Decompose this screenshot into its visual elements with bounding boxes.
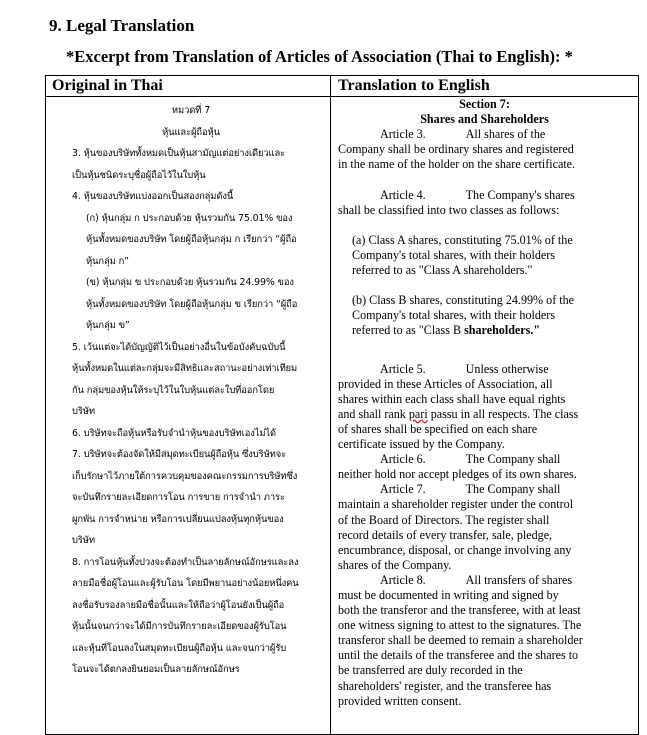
article-4b-line: Company's total shares, with their holders <box>352 308 556 323</box>
thai-line: บริษัท <box>72 535 95 546</box>
thai-line: 3. หุ้นของบริษัททั้งหมดเป็นหุ้นสามัญแต่อย่างเดียวและ <box>72 148 286 159</box>
article-4a-line: Company's total shares, with their holders <box>352 247 556 262</box>
article-8-heading: Article 8. All transfers of shares <box>380 572 573 587</box>
thai-line: หมวดที่ 7 <box>171 105 211 116</box>
thai-line: หุ้นกลุ่ม ก” <box>86 255 129 267</box>
section-title: Shares and Shareholders <box>420 112 549 127</box>
thai-line: เป็นหุ้นชนิดระบุชื่อผู้ถือไว้ในใบหุ้น <box>72 169 206 181</box>
article-5-line: certificate issued by the Company. <box>338 437 505 452</box>
article-8-line: both the transferor and the transferee, with at least <box>338 603 581 618</box>
article-8-line: must be documented in writing and signed by <box>338 588 559 602</box>
thai-line: (ข) หุ้นกลุ่ม ข ประกอบด้วย หุ้นรวมกัน 24.99% ของ <box>86 277 294 288</box>
article-7-line: shares of the Company. <box>338 557 452 572</box>
article-6-line: neither hold nor accept pledges of its own shares. <box>338 467 577 482</box>
article-8-line: until the details of the transferee and the shares to <box>338 648 579 663</box>
article-4-line: shall be classified into two classes as follows: <box>338 202 560 217</box>
thai-original-text <box>72 100 330 681</box>
english-column-header: Translation to English <box>338 77 490 94</box>
article-7-line: of the Board of Directors. The register shall <box>338 512 550 527</box>
thai-line: กัน กลุ่มของหุ้นให้ระบุไว้ในใบหุ้นแต่ละใบที่ออกโดย <box>72 384 275 396</box>
thai-line: โอนจะได้ตกลงยินยอมเป็นลายลักษณ์อักษร <box>72 664 240 675</box>
thai-line: บริษัท <box>72 406 95 417</box>
thai-line: หุ้นนั้นจนกว่าจะได้มีการบันทึกรายละเอียดของผู้รับโอน <box>72 621 287 632</box>
thai-line: 8. การโอนหุ้นทั้งปวงจะต้องทำเป็นลายลักษณ์อักษรและลง <box>72 556 299 568</box>
thai-line: หุ้นทั้งหมดของบริษัท โดยผู้ถือหุ้นกลุ่ม ข เรียกว่า “ผู้ถือ <box>86 298 298 310</box>
thai-line: 5. เว้นแต่จะได้บัญญัติไว้เป็นอย่างอื่นในข้อบังคับฉบับนี้ <box>72 341 286 353</box>
thai-line: 7. บริษัทจะต้องจัดให้มีสมุดทะเบียนผู้ถือหุ้น ซึ่งบริษัทจะ <box>72 449 287 460</box>
article-7-line: record details of every transfer, sale, pledge, <box>338 527 553 542</box>
article-7-heading: Article 7. The Company shall <box>380 482 561 497</box>
article-4a-line: referred to as "Class A shareholders." <box>352 263 533 278</box>
article-7-line: encumbrance, disposal, or change involving any <box>338 542 572 557</box>
thai-line: จะบันทึกรายละเอียดการโอน การขาย การจำนำ ภาระ <box>72 492 285 503</box>
article-4b-line: (b) Class B shares, constituting 24.99% of the <box>352 293 575 308</box>
thai-line: หุ้นและผู้ถือหุ้น <box>162 126 220 138</box>
article-8-line: provided written consent. <box>338 693 462 708</box>
article-5-line: of shares shall be specified on each share <box>338 421 538 436</box>
excerpt-title: *Excerpt from Translation of Articles of Association (Thai to English): * <box>66 47 573 66</box>
thai-column-header: Original in Thai <box>52 77 163 94</box>
thai-line: เก็บรักษาไว้ภายใต้การควบคุมของคณะกรรมการบริษัทซึ่ง <box>72 470 298 482</box>
thai-line: หุ้นกลุ่ม ข” <box>86 320 130 331</box>
article-3-line: in the name of the holder on the share certificate. <box>338 157 576 172</box>
article-7-line: maintain a shareholder register under the control <box>338 497 574 512</box>
article-8-line: one witness signing to attest to the signatures. The <box>338 618 582 633</box>
english-translation-text <box>338 97 631 709</box>
section-number: Section 7: <box>459 97 510 111</box>
article-4-heading: Article 4. The Company's shares <box>380 187 575 202</box>
article-5-heading: Article 5. Unless otherwise <box>380 361 549 376</box>
page-heading: 9. Legal Translation <box>49 16 195 35</box>
article-3-heading: Article 3. All shares of the <box>380 127 546 142</box>
article-8-line: transferor shall be deemed to remain a shareholder <box>338 633 583 648</box>
article-4a-line: (a) Class A shares, constituting 75.01% of the <box>352 232 573 247</box>
article-5-line: shares within each class shall have equal rights <box>338 391 566 406</box>
thai-line: และหุ้นที่โอนลงในสมุดทะเบียนผู้ถือหุ้น และจนกว่าผู้รับ <box>72 642 287 654</box>
spellcheck-flagged-word: pari <box>408 406 428 421</box>
article-3-line: Company shall be ordinary shares and registered <box>338 142 574 157</box>
translation-table <box>45 75 639 735</box>
thai-line: หุ้นทั้งหมดของบริษัท โดยผู้ถือหุ้นกลุ่ม ก เรียกว่า “ผู้ถือ <box>86 234 297 245</box>
thai-line: 4. หุ้นของบริษัทแบ่งออกเป็นสองกลุ่มดังนี้ <box>72 191 234 202</box>
thai-line: ลงชื่อรับรองลายมือชื่อนั้นและให้ถือว่าผู้โอนยังเป็นผู้ถือ <box>72 599 285 611</box>
thai-line: ผูกพัน การจำหน่าย หรือการเปลี่ยนแปลงหุ้นทุกหุ้นของ <box>72 513 284 525</box>
thai-line: (ก) หุ้นกลุ่ม ก ประกอบด้วย หุ้นรวมกัน 75.01% ของ <box>86 212 293 224</box>
article-5-line: provided in these Articles of Association, all <box>338 376 553 391</box>
thai-line: หุ้นทั้งหมดในแต่ละกลุ่มจะมีสิทธิและสถานะอย่างเท่าเทียม <box>72 363 298 374</box>
thai-line: ลายมือชื่อผู้โอนและผู้รับโอน โดยมีพยานอย่างน้อยหนึ่งคน <box>72 578 299 589</box>
article-8-line: be transferred are duly recorded in the <box>338 663 523 678</box>
thai-line: 6. บริษัทจะถือหุ้นหรือรับจำนำหุ้นของบริษัทเองไม่ได้ <box>72 427 277 439</box>
article-6-heading: Article 6. The Company shall <box>380 452 561 467</box>
column-divider <box>330 76 331 734</box>
article-5-line: and shall rank pari passu in all respects. The class <box>338 406 579 421</box>
article-4b-line: referred to as "Class B shareholders." <box>352 323 541 338</box>
article-8-line: shareholders' register, and the transferee has <box>338 678 552 693</box>
